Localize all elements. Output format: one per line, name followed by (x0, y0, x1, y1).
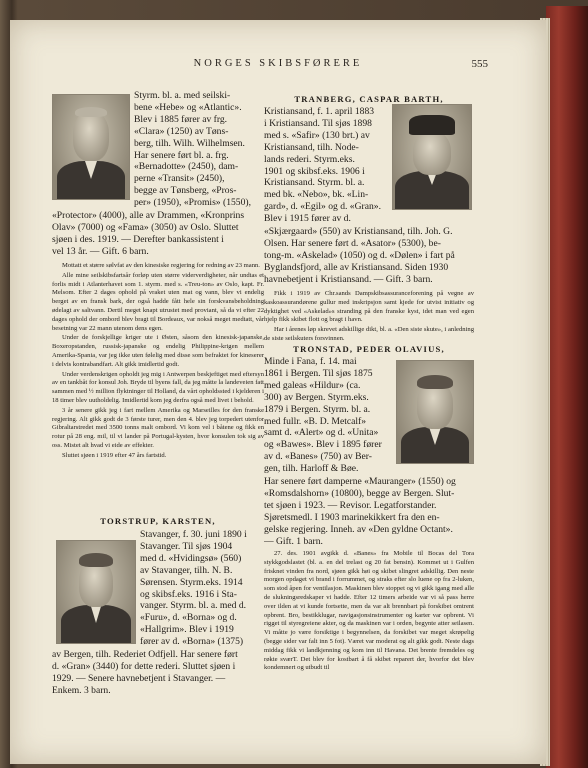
entry-text-line: d. «Gran» (3440) for dette rederi. Sluttet sjøen i (52, 660, 236, 672)
entry-text-line: Kristiansand, tilh. Node- (264, 141, 359, 153)
entry-text-line: 300) av Bergen. Styrm.eks. (264, 391, 369, 403)
page-header (10, 58, 546, 78)
note-paragraph: Sluttet sjøen i 1919 efter 47 års fartstid. (62, 451, 167, 459)
entry-text-line: per» (1950), «Promis» (1550), (134, 197, 251, 209)
torstrup-name-heading: TORSTRUP, KARSTEN, (100, 516, 216, 526)
tronstad-name-heading: TRONSTAD, PEDER OLAVIUS, (293, 344, 445, 354)
note-paragraph: Under verdenskrigen opholdt jeg mig i Antwerpen beskjeftiget med eftersyn av en tankbåt for konsul Joh. Bryde til byens fall, da jeg måtte la landeveien fatt sammen med ½ million flyktninger til Holland, da vårt opholdssted i kjelderen i 18 timer blev uutholdelig. Imidlertid kom jeg derfra også med livet i behold. (52, 370, 264, 404)
entry-text-line: berg, tilh. Wilh. Wilhelmsen. (134, 137, 245, 149)
entry-text-line: gen, tilh. Harloff & Bøe. (264, 463, 359, 475)
entry-text-line: «Protector» (4000), alle av Drammen, «Kronprins (52, 210, 245, 221)
entry-text-line: tong-m. «Askelad» (1050) og d. «Dølen» i fart på (264, 249, 455, 261)
entry-text-line: Olsen. Har senere ført d. «Asator» (5300), be- (264, 237, 441, 249)
entry-text-line: Sørensen. Styrm.eks. 1914 (140, 576, 243, 588)
entry-text-line: samt d. «Alert» og d. «Unita» (264, 427, 379, 439)
entry-text-line: 1901 og skibsf.eks. 1906 i (264, 165, 365, 177)
note-paragraph: Har i årenes løp skrevet adskillige dikt, bl. a. «Den siste skute», i anledning de siste seilskuters forsvinnen. (264, 326, 474, 342)
entry-text-line: Byglandsfjord, alle av Kristiansand. Siden 1930 (264, 261, 449, 273)
tronstad-notes (264, 550, 474, 674)
entry-text-line: Blev i 1915 fører av d. (264, 213, 351, 225)
entry-text-line: tet sjøen i 1923. — Revisor. Legatforstander. (264, 499, 437, 511)
entry-text-line: vanger. Styrm. bl. a. med d. (140, 600, 247, 612)
entry-text-line: med fullr. «B. D. Metcalf» (264, 415, 367, 427)
entry-text-line: med bk. «Nebo», bk. «Lin- (264, 189, 369, 201)
entry-text-line: Stavanger. Til sjøs 1904 (140, 540, 233, 552)
entry-text-line: Kristiansand, f. 1. april 1883 (264, 106, 375, 117)
entry-text-line: Enkem. 3 barn. (52, 684, 111, 696)
entry-text-line: av Stavanger, tilh. N. B. (140, 564, 233, 576)
note-paragraph: Under de forskjellige kriger ute i Østen, såsom den kinesisk-japanske, Boxeropstanden, russisk-japanske og endelig Philippine-krigen mellem Amerika-Spania, var jeg ikke uten følelig med disse som befraktet for kineserer i delvis kontrabandfart. Alt gikk imidlertid godt. (52, 334, 264, 368)
entry-text-line: i Kristiansand. Til sjøs 1898 (264, 117, 372, 129)
entry-text-line: 1879 i Bergen. Styrm. bl. a. (264, 403, 371, 415)
entry-text-line: med d. «Hvidingsø» (560) (140, 552, 242, 564)
entry-text-line: av d. «Banes» (750) av Ber- (264, 451, 372, 463)
note-paragraph: Mottatt et større sølvfat av den kinesiske regjering for redning av 23 mann. (62, 262, 260, 269)
page-number: 555 (471, 58, 488, 70)
tranberg-entry-wrap (264, 106, 384, 225)
entry-text-line: perne «Transit» (2450), (134, 173, 225, 185)
torstrup-entry-wrap (140, 529, 264, 648)
entry-text-line: «Romsdalshorn» (10800), begge av Bergen. Slut- (264, 487, 455, 499)
portrait-photo-top-left (52, 94, 130, 200)
portrait-photo-tronstad (396, 360, 474, 464)
tronstad-entry-full (264, 476, 474, 547)
entry-text-line: av Bergen, tilh. Rederiet Odfjell. Har senere ført (52, 649, 238, 660)
entry-text-line: vel 13 år. — Gift. 6 barn. (52, 245, 149, 257)
entry-text-line: «Hallgrim». Blev i 1919 (140, 624, 234, 636)
entry-text-line: Minde i Fana, f. 14. mai (264, 356, 357, 367)
note-paragraph: 3 år senere gikk jeg i fart mellem Amerika og Marseilles for den franske regjering. Alt gikk godt de 3 første turer, men den 4. blev jeg torpedert utenfor Gibraltarstredet med 3500 tonns malt ombord. Vi kom vel i båtene og fikk en rotur på 28 eng. mil, til vi lander på Portugal-kysten, hvor konsulen tok sig av oss. Mistet alt hvad vi eide av effekter. (52, 406, 264, 449)
entry-text-line: med s. «Safir» (130 brt.) av (264, 129, 370, 141)
portrait-photo-tranberg (392, 104, 472, 210)
entry-text-line: begge av Tønsberg, «Pros- (134, 185, 237, 197)
note-paragraph: Alle mine seilskibsfartsår forløp uten større viderverdigheter, når undtas et forlis midt i Atlanterhavet som 1. styrm. med s. «Treu-ton» av Oslo, kapt. Fr. Melsom. Efter 2 dages ophold på vraket uten mat og vann, blev vi endelig berget av en fransk bark, der også hadde fått hele sin forskvansbeholdning ødelagt av saltvann. Dertil meget knapt utrustet med proviant, så da vi efter 22 dages ophold der ombord blev bragt til Bordeaux, var nokså meget medtatt, vår besetning var 22 mann utenom dens egen. (52, 271, 264, 332)
note-paragraph: Fikk i 1919 av Chr.sands Dampskibsassuranceforening på vegne av kaskoassurandørene gullur med inskripsjon samt kjede for utvist initiativ og dyktighet ved «Askelad»s stranding på den franske kyst, idet man ved egen hjelp fikk skibet flott og bragt i havn. (264, 290, 474, 324)
note-paragraph: 27. des. 1901 avgikk d. «Banes» fra Mobile til Bocas del Tora stykkgodslastet (bl. a. en del trelast og 20 fat bensin). Kommet ut i Gulfen frisknet vinden fra nord, sjøen gikk høi og skibet slingret adskillig. Den neste morgen opdaget vi brand i forrummet, og straks efter slo luene op fra 2-luken, som stod åpen for ventilasjon. Maskinen blev stoppet og vi gikk igang med alle de slukningsredskaper vi hadde. Efter 12 timers arbeide var vi så pass herre over ilden at vi kunde fortsette, men da var alt brennbart på forskibet omtrent opbrent. Bro, bestikklugar, navigasjonsinstrumenter og karter var opbrent. Vi rigget til styregreiene akter, og da maskinen var i orden, begynte atter seilasen. Vi måtte jo være forsiktige i begynnelsen, da forskibet var meget skrøpelig (begge sider var falt inn 5 fot). Været var moderat og alt gikk godt. Neste dags middag fikk vi landkjenning og kom inn til Havana. Det brente fremdeles og røkte sværT. Det blev for kostbart å få skibet reparert der, hvorfor det blev kondemnert og utbudt til (264, 550, 474, 672)
tranberg-entry-full (264, 226, 474, 286)
tranberg-name-heading: TRANBERG, CASPAR BARTH, (294, 94, 444, 104)
entry-text-line: «Furu», d. «Borna» og d. (140, 612, 237, 624)
entry-text-line: og skibsf.eks. 1916 i Sta- (140, 588, 238, 600)
entry-text-line: havnebetjent i Kristiansand. — Gift. 3 barn. (264, 273, 433, 285)
tronstad-entry-wrap (264, 356, 388, 475)
entry-text-line: gelske regjering. Inneh. av «Den gyldne Octant». (264, 523, 453, 535)
entry-text-line: «Bernadotte» (2450), dam- (134, 161, 239, 173)
entry-text-line: med galeas «Hildur» (ca. (264, 379, 361, 391)
tranberg-notes (264, 290, 474, 345)
entry-text-line: og «Bawes». Blev i 1895 fører (264, 439, 382, 451)
entry-text-line: «Skjærgaard» (550) av Kristiansand, tilh. Joh. G. (264, 226, 453, 237)
entry-continued-full (52, 210, 264, 258)
entry-text-line: Sjøretsmedl. I 1903 marinekikkert fra den en- (264, 511, 440, 523)
entry-text-line: Kristiansand. Styrm. bl. a. (264, 177, 365, 189)
portrait-photo-torstrup (56, 540, 136, 644)
entry-text-line: Stavanger, f. 30. juni 1890 i (140, 529, 247, 540)
entry-text-line: fører av d. «Borna» (1375) (140, 636, 244, 648)
book-cover-spine (546, 6, 588, 768)
entry-text-line: 1861 i Bergen. Til sjøs 1875 (264, 367, 373, 379)
entry-notes (52, 262, 264, 462)
book-page (10, 20, 546, 764)
torstrup-entry-full (52, 649, 264, 697)
entry-text-line: «Clara» (1250) av Tøns- (134, 125, 229, 137)
entry-text-line: Har senere ført bl. a. frg. (134, 149, 229, 161)
entry-continued-wrap (134, 90, 264, 209)
running-title: NORGES SKIBSFØRERE (193, 58, 363, 69)
entry-text-line: Blev i 1885 fører av frg. (134, 113, 228, 125)
entry-text-line: Olav» (7000) og «Fama» (3050) av Oslo. Sluttet (52, 221, 239, 233)
entry-text-line: sjøen i des. 1919. — Derefter bankassistent i (52, 233, 224, 245)
entry-text-line: gard», d. «Egil» og d. «Gran». (264, 201, 381, 213)
entry-text-line: Har senere ført damperne «Mauranger» (1550) og (264, 476, 456, 487)
entry-text-line: — Gift. 1 barn. (264, 535, 323, 547)
entry-text-line: bene «Hebe» og «Atlantic». (134, 101, 242, 113)
entry-text-line: Styrm. bl. a. med seilski- (134, 90, 231, 101)
entry-text-line: 1929. — Senere havnebetjent i Stavanger. — (52, 672, 226, 684)
entry-text-line: lands rederi. Styrm.eks. (264, 153, 355, 165)
